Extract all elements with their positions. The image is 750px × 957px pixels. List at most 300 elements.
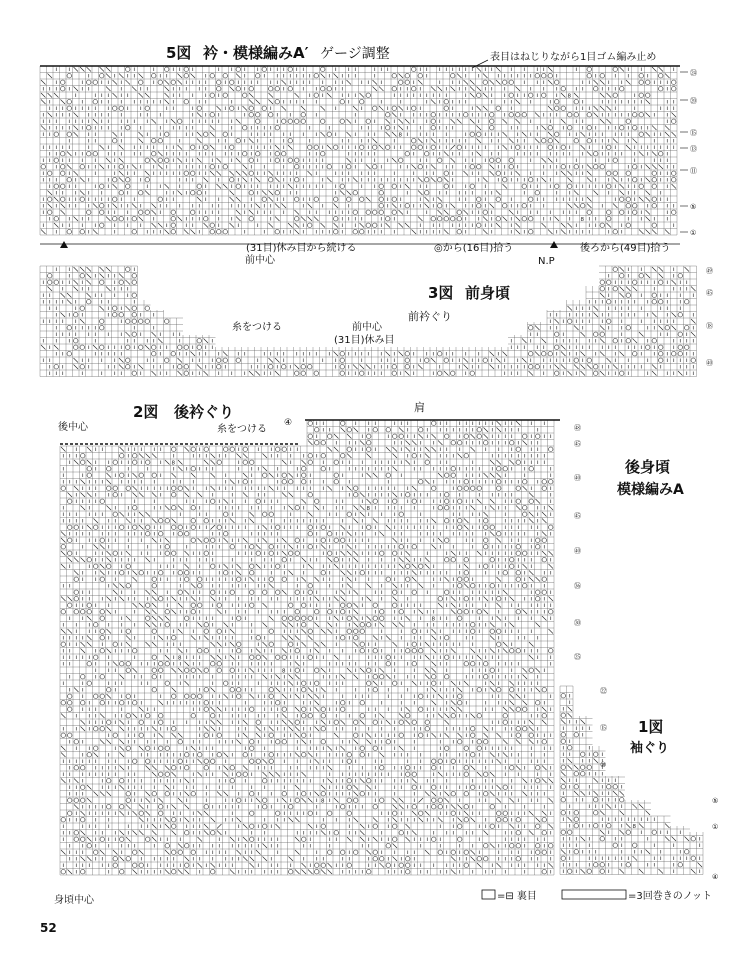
stitch-ssk [646,113,651,118]
stitch-yo [477,204,482,209]
stitch-yo [509,158,514,163]
stitch-ssk [464,365,469,370]
stitch-ssk [529,642,534,647]
stitch-yo [620,210,625,215]
stitch-ssk [269,100,274,105]
stitch-yo [477,746,482,751]
stitch-yo [561,106,566,111]
stitch-yo [139,345,144,350]
stitch-ssk [230,629,235,634]
stitch-ssk [308,171,313,176]
stitch-yo [490,629,495,634]
stitch-ssk [328,746,333,751]
stitch-ssk [360,668,365,673]
stitch-ssk [393,538,398,543]
stitch-ssk [269,223,274,228]
stitch-yo [178,590,183,595]
stitch-yo [126,67,131,72]
stitch-ssk [74,217,79,222]
stitch-yo [237,649,242,654]
stitch-ssk [315,649,320,654]
stitch-yo [269,759,274,764]
stitch-ssk [652,152,657,157]
stitch-ssk [431,178,436,183]
stitch-ssk [250,512,255,517]
stitch-yo [68,733,73,738]
stitch-ssk [380,623,385,628]
stitch-ssk [321,545,326,550]
stitch-ssk [399,126,404,131]
stitch-yo [549,649,554,654]
stitch-ssk [483,93,488,98]
stitch-ssk [295,636,300,641]
stitch-yo [204,688,209,693]
stitch-yo [503,178,508,183]
stitch-ssk [93,119,98,124]
stitch-yo [132,332,137,337]
stitch-ssk [347,119,352,124]
stitch-yo [341,454,346,459]
stitch-yo [295,590,300,595]
stitch-ssk [334,204,339,209]
stitch-yo [197,191,202,196]
stitch-yo [379,197,384,202]
stitch-ssk [639,197,644,202]
stitch-ssk [600,119,605,124]
stitch-yo [347,759,352,764]
stitch-ssk [334,434,339,439]
stitch-ssk [503,753,508,758]
stitch-yo [360,629,365,634]
stitch-ssk [107,558,112,563]
stitch-ssk [477,499,482,504]
stitch-ssk [185,681,190,686]
stitch-yo [587,210,592,215]
stitch-yo [470,184,475,189]
stitch-yo [94,655,99,660]
stitch-yo [535,365,540,370]
stitch-ssk [282,590,287,595]
stitch-yo [132,306,137,311]
stitch-ssk [80,267,85,272]
stitch-yo [549,480,554,485]
stitch-ssk [549,629,554,634]
stitch-ssk [431,165,436,170]
stitch-ssk [393,447,398,452]
stitch-yo [74,313,79,318]
stitch-yo [74,525,79,530]
stitch-ssk [178,217,183,222]
stitch-ssk [275,358,280,363]
stitch-yo [529,326,534,331]
stitch-yo [308,454,313,459]
stitch-yo [295,649,300,654]
stitch-yo [607,319,612,324]
stitch-ssk [152,210,157,215]
stitch-ssk [210,145,215,150]
stitch-yo [497,532,502,537]
stitch-yo [516,447,521,452]
stitch-yo [100,223,105,228]
stitch-ssk [236,197,241,202]
stitch-yo [431,119,436,124]
stitch-yo [594,371,599,376]
stitch-yo [340,119,345,124]
stitch-ssk [276,675,281,680]
stitch-ssk [418,217,423,222]
stitch-yo [237,616,242,621]
stitch-yo [549,525,554,530]
stitch-yo [678,332,683,337]
stitch-ssk [477,551,482,556]
stitch-ssk [263,642,268,647]
stitch-ssk [74,558,79,563]
stitch-ssk [613,204,618,209]
stitch-ssk [48,93,53,98]
stitch-ssk [354,506,359,511]
stitch-yo [217,753,222,758]
stitch-ssk [470,87,475,92]
stitch-yo [594,365,599,370]
stitch-ssk [360,223,365,228]
stitch-ssk [54,197,59,202]
stitch-ssk [48,287,53,292]
stitch-ssk [600,80,605,85]
stitch-ssk [672,113,677,118]
stitch-ssk [503,145,508,150]
stitch-yo [587,126,592,131]
stitch-yo [405,74,410,79]
stitch-yo [542,577,547,582]
stitch-yo [360,145,365,150]
stitch-ssk [171,119,176,124]
stitch-ssk [548,230,553,235]
stitch-ssk [484,597,489,602]
stitch-ssk [399,558,404,563]
stitch-ssk [256,564,261,569]
stitch-yo [380,551,385,556]
stitch-yo [445,499,450,504]
stitch-ssk [542,339,547,344]
stitch-yo [568,184,573,189]
stitch-yo [555,332,560,337]
stitch-ssk [230,197,235,202]
stitch-ssk [197,113,202,118]
stitch-yo [522,217,527,222]
stitch-yo [360,571,365,576]
stitch-yo [353,210,358,215]
stitch-ssk [341,746,346,751]
stitch-yo [74,577,79,582]
stitch-yo [139,733,144,738]
stitch-yo [288,87,293,92]
fig5-triangle-marker [60,241,68,248]
stitch-ssk [542,532,547,537]
stitch-yo [659,345,664,350]
stitch-yo [120,525,125,530]
stitch-ssk [289,675,294,680]
stitch-ssk [152,597,157,602]
stitch-ssk [523,441,528,446]
stitch-yo [87,473,92,478]
stitch-yo [458,616,463,621]
stitch-ssk [425,655,430,660]
stitch-ssk [451,603,456,608]
stitch-ssk [185,551,190,556]
stitch-ssk [464,358,469,363]
stitch-ssk [236,171,241,176]
stitch-ssk [87,493,92,498]
stitch-yo [522,204,527,209]
stitch-ssk [529,571,534,576]
stitch-yo [613,230,618,235]
stitch-yo [198,584,203,589]
stitch-yo [328,610,333,615]
stitch-ssk [54,93,59,98]
stitch-yo [211,662,216,667]
stitch-yo [392,371,397,376]
stitch-yo [315,668,320,673]
stitch-yo [178,532,183,537]
stitch-ssk [432,649,437,654]
stitch-yo [120,454,125,459]
stitch-ssk [522,339,527,344]
stitch-ssk [334,74,339,79]
stitch-yo [87,152,92,157]
stitch-yo [74,610,79,615]
stitch-ssk [594,191,599,196]
stitch-yo [600,280,605,285]
stitch-ssk [438,87,443,92]
stitch-ssk [646,217,651,222]
stitch-yo [516,733,521,738]
stitch-ssk [295,707,300,712]
stitch-yo [327,165,332,170]
stitch-yo [269,577,274,582]
stitch-yo [250,746,255,751]
stitch-ssk [354,551,359,556]
stitch-yo [354,629,359,634]
stitch-yo [68,538,73,543]
stitch-yo [165,545,170,550]
stitch-ssk [217,720,222,725]
stitch-ssk [620,293,625,298]
stitch-ssk [490,352,495,357]
stitch-ssk [691,319,696,324]
stitch-ssk [243,106,248,111]
stitch-ssk [438,210,443,215]
stitch-ssk [418,191,423,196]
stitch-ssk [334,564,339,569]
stitch-ssk [516,217,521,222]
stitch-yo [516,113,521,118]
stitch-ssk [652,67,657,72]
stitch-ssk [444,230,449,235]
stitch-ssk [93,204,98,209]
stitch-yo [61,545,66,550]
stitch-ssk [288,145,293,150]
stitch-ssk [334,352,339,357]
stitch-yo [210,113,215,118]
stitch-ssk [425,564,430,569]
stitch-yo [536,701,541,706]
stitch-yo [276,564,281,569]
stitch-yo [425,358,430,363]
stitch-ssk [81,727,86,732]
stitch-ssk [529,519,534,524]
stitch-ssk [295,694,300,699]
stitch-yo [308,545,313,550]
stitch-ssk [470,80,475,85]
stitch-yo [100,204,105,209]
stitch-yo [529,197,534,202]
stitch-ssk [438,441,443,446]
stitch-ssk [399,714,404,719]
stitch-yo [425,727,430,732]
stitch-ssk [399,106,404,111]
stitch-yo [360,649,365,654]
stitch-ssk [672,326,677,331]
stitch-yo [308,525,313,530]
stitch-yo [425,720,430,725]
stitch-ssk [496,223,501,228]
stitch-ssk [477,67,482,72]
stitch-yo [568,126,573,131]
stitch-ssk [87,293,92,298]
stitch-ssk [152,454,157,459]
stitch-ssk [497,733,502,738]
stitch-yo [587,74,592,79]
stitch-yo [204,707,209,712]
stitch-ssk [249,139,254,144]
stitch-yo [224,532,229,537]
stitch-ssk [113,662,118,667]
stitch-ssk [133,668,138,673]
stitch-yo [607,210,612,215]
stitch-yo [458,486,463,491]
stitch-yo [347,197,352,202]
stitch-ssk [509,139,514,144]
stitch-yo [445,506,450,511]
stitch-ssk [87,447,92,452]
stitch-ssk [354,590,359,595]
stitch-yo [477,740,482,745]
stitch-ssk [568,306,573,311]
stitch-ssk [211,727,216,732]
stitch-ssk [484,733,489,738]
stitch-ssk [133,577,138,582]
stitch-ssk [107,694,112,699]
stitch-ssk [457,74,462,79]
stitch-ssk [509,210,514,215]
fig3-row-number: ㊵ [706,359,713,367]
stitch-yo [425,460,430,465]
stitch-ssk [185,662,190,667]
stitch-ssk [289,493,294,498]
stitch-yo [146,532,151,537]
stitch-yo [542,480,547,485]
stitch-ssk [282,649,287,654]
stitch-ssk [204,636,209,641]
stitch-yo [444,171,449,176]
stitch-yo [81,454,86,459]
stitch-ssk [133,473,138,478]
stitch-ssk [497,603,502,608]
stitch-ssk [74,688,79,693]
stitch-yo [516,707,521,712]
stitch-yo [204,701,209,706]
stitch-ssk [379,145,384,150]
stitch-yo [458,610,463,615]
stitch-yo [536,590,541,595]
stitch-yo [321,119,326,124]
stitch-ssk [295,675,300,680]
stitch-yo [61,642,66,647]
stitch-ssk [470,119,475,124]
stitch-yo [445,519,450,524]
stitch-yo [652,204,657,209]
stitch-ssk [399,352,404,357]
stitch-ssk [639,230,644,235]
stitch-yo [236,184,241,189]
stitch-ssk [165,87,170,92]
stitch-ssk [405,184,410,189]
stitch-ssk [392,132,397,137]
stitch-ssk [94,753,99,758]
stitch-yo [269,87,274,92]
stitch-ssk [230,480,235,485]
stitch-ssk [282,106,287,111]
stitch-ssk [250,519,255,524]
stitch-yo [217,603,222,608]
stitch-yo [542,93,547,98]
stitch-ssk [600,339,605,344]
stitch-yo [302,753,307,758]
stitch-ssk [516,740,521,745]
stitch-yo [412,629,417,634]
stitch-ssk [353,365,358,370]
stitch-ssk [295,230,300,235]
stitch-ssk [230,519,235,524]
stitch-ssk [561,119,566,124]
stitch-ssk [522,358,527,363]
stitch-yo [217,460,222,465]
stitch-yo [405,358,410,363]
stitch-yo [678,345,683,350]
stitch-yo [366,93,371,98]
stitch-yo [289,603,294,608]
stitch-ssk [529,720,534,725]
stitch-ssk [191,230,196,235]
stitch-ssk [646,191,651,196]
stitch-ssk [620,287,625,292]
stitch-yo [444,106,449,111]
stitch-ssk [250,668,255,673]
stitch-yo [100,649,105,654]
stitch-yo [354,493,359,498]
stitch-ssk [152,119,157,124]
stitch-yo [282,577,287,582]
stitch-yo [432,681,437,686]
stitch-yo [152,688,157,693]
stitch-ssk [308,753,313,758]
stitch-yo [256,74,261,79]
stitch-ssk [607,93,612,98]
stitch-yo [61,184,66,189]
stitch-yo [594,152,599,157]
stitch-yo [217,668,222,673]
stitch-ssk [347,551,352,556]
